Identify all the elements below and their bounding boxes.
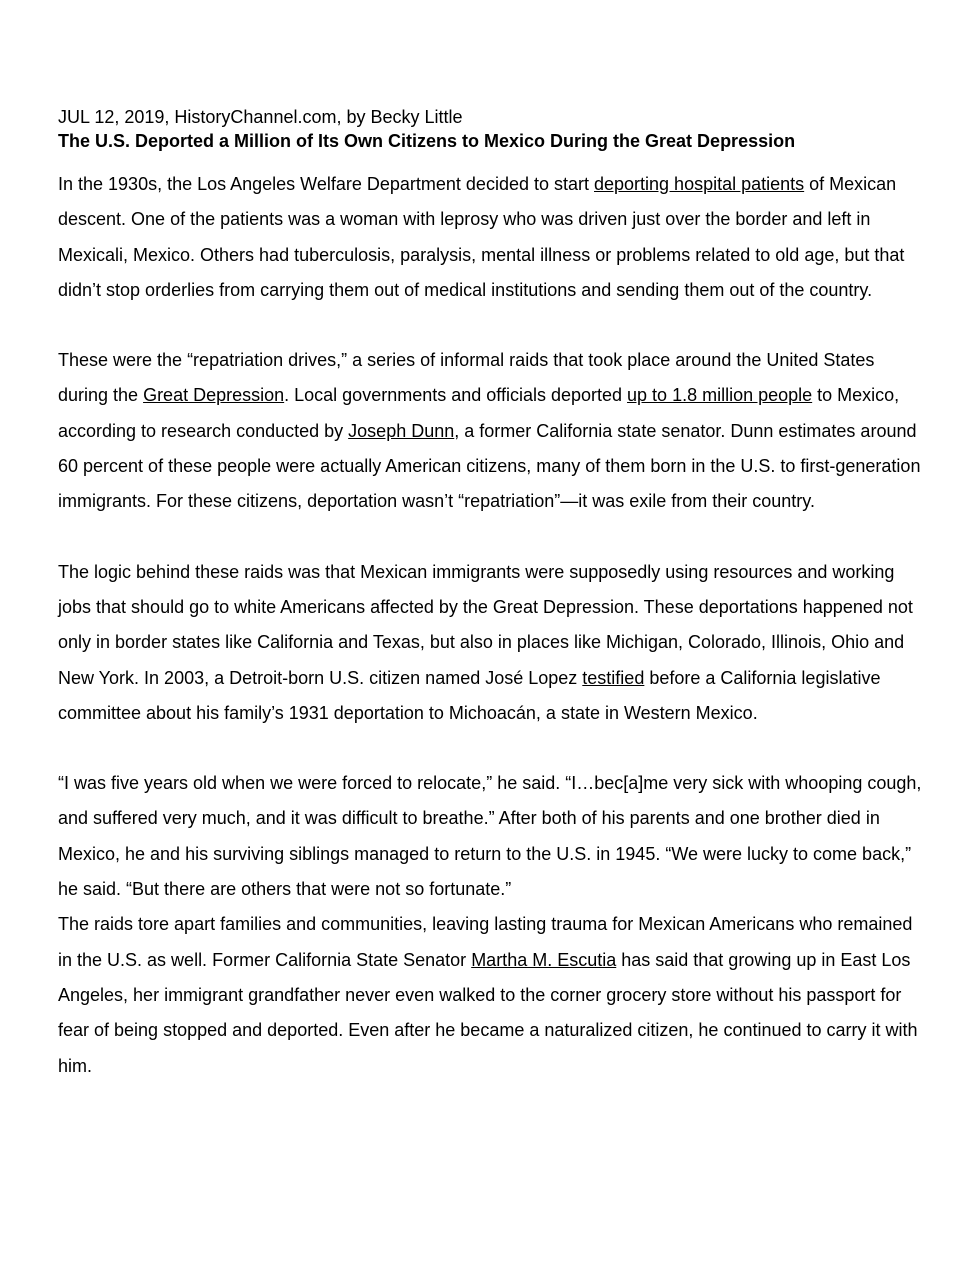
- link-joseph-dunn[interactable]: Joseph Dunn: [348, 420, 455, 441]
- paragraph-4: [58, 766, 924, 907]
- paragraph-text: of Mexican descent. One of the patients was a woman with leprosy who was driven just over the border and left in Mexicali, Mexico. Others had tuberculosis, paralysis, mental illness or problems related to old age, but that didn’t stop orderlies from carrying them out of medical institutions and sending them out of the country.: [58, 174, 905, 300]
- link-up-to-1-8-million-people[interactable]: up to 1.8 million people: [627, 385, 813, 406]
- paragraph-text: “I was five years old when we were forced to relocate,” he said. “I…bec[a]me very sick with whooping cough, and suffered very much, and it was difficult to breathe.” After both of his parents and one brother died in Mexico, he and his surviving siblings managed to return to the U.S. in 1945. “We were lucky to come back,” he said. “But there are others that were not so fortunate.”: [58, 773, 922, 900]
- paragraph-text: In the 1930s, the Los Angeles Welfare Department decided to start: [58, 174, 594, 194]
- link-martha-m-escutia[interactable]: Martha M. Escutia: [471, 949, 617, 970]
- paragraph-3: [58, 555, 924, 731]
- paragraph-text: before a California legislative committee about his family’s 1931 deportation to Michoacán, a state in Western Mexico.: [58, 667, 881, 723]
- paragraph-text: The logic behind these raids was that Mexican immigrants were supposedly using resources and working jobs that should go to white Americans affected by the Great Depression. These deportations happened not only in border states like California and Texas, but also in places like Michigan, Colorado, Illinois, Ohio and New York. In 2003, a Detroit-born U.S. citizen named José Lopez: [58, 561, 913, 688]
- document-page: [58, 105, 924, 1084]
- link-great-depression[interactable]: Great Depression: [143, 385, 285, 406]
- paragraph-text: has said that growing up in East Los Angeles, her immigrant grandfather never even walked to the corner grocery store without his passport for fear of being stopped and deported. Even after he became a naturalized citizen, he continued to carry it with him.: [58, 949, 918, 1076]
- paragraph-text: The raids tore apart families and communities, leaving lasting trauma for Mexican Americans who remained in the U.S. as well. Former California State Senator: [58, 914, 913, 970]
- paragraph-text: . Local governments and officials deported: [284, 385, 628, 406]
- article-byline: JUL 12, 2019, HistoryChannel.com, by Becky Little: [58, 107, 463, 127]
- article-headline: The U.S. Deported a Million of Its Own Citizens to Mexico During the Great Depression: [58, 131, 796, 151]
- link-deporting-hospital-patients[interactable]: deporting hospital patients: [594, 174, 805, 194]
- link-testified[interactable]: testified: [582, 667, 645, 688]
- paragraph-1: [58, 167, 924, 308]
- paragraph-text: These were the “repatriation drives,” a series of informal raids that took place around the United States during the: [58, 350, 875, 406]
- paragraph-5: [58, 907, 924, 1083]
- paragraph-2: [58, 343, 924, 519]
- paragraph-text: to Mexico, according to research conducted by: [58, 385, 900, 441]
- paragraph-text: , a former California state senator. Dunn estimates around 60 percent of these people were actually American citizens, many of them born in the U.S. to first-generation immigrants. For these citizens, deportation wasn’t “repatriation”—it was exile from their country.: [58, 420, 921, 512]
